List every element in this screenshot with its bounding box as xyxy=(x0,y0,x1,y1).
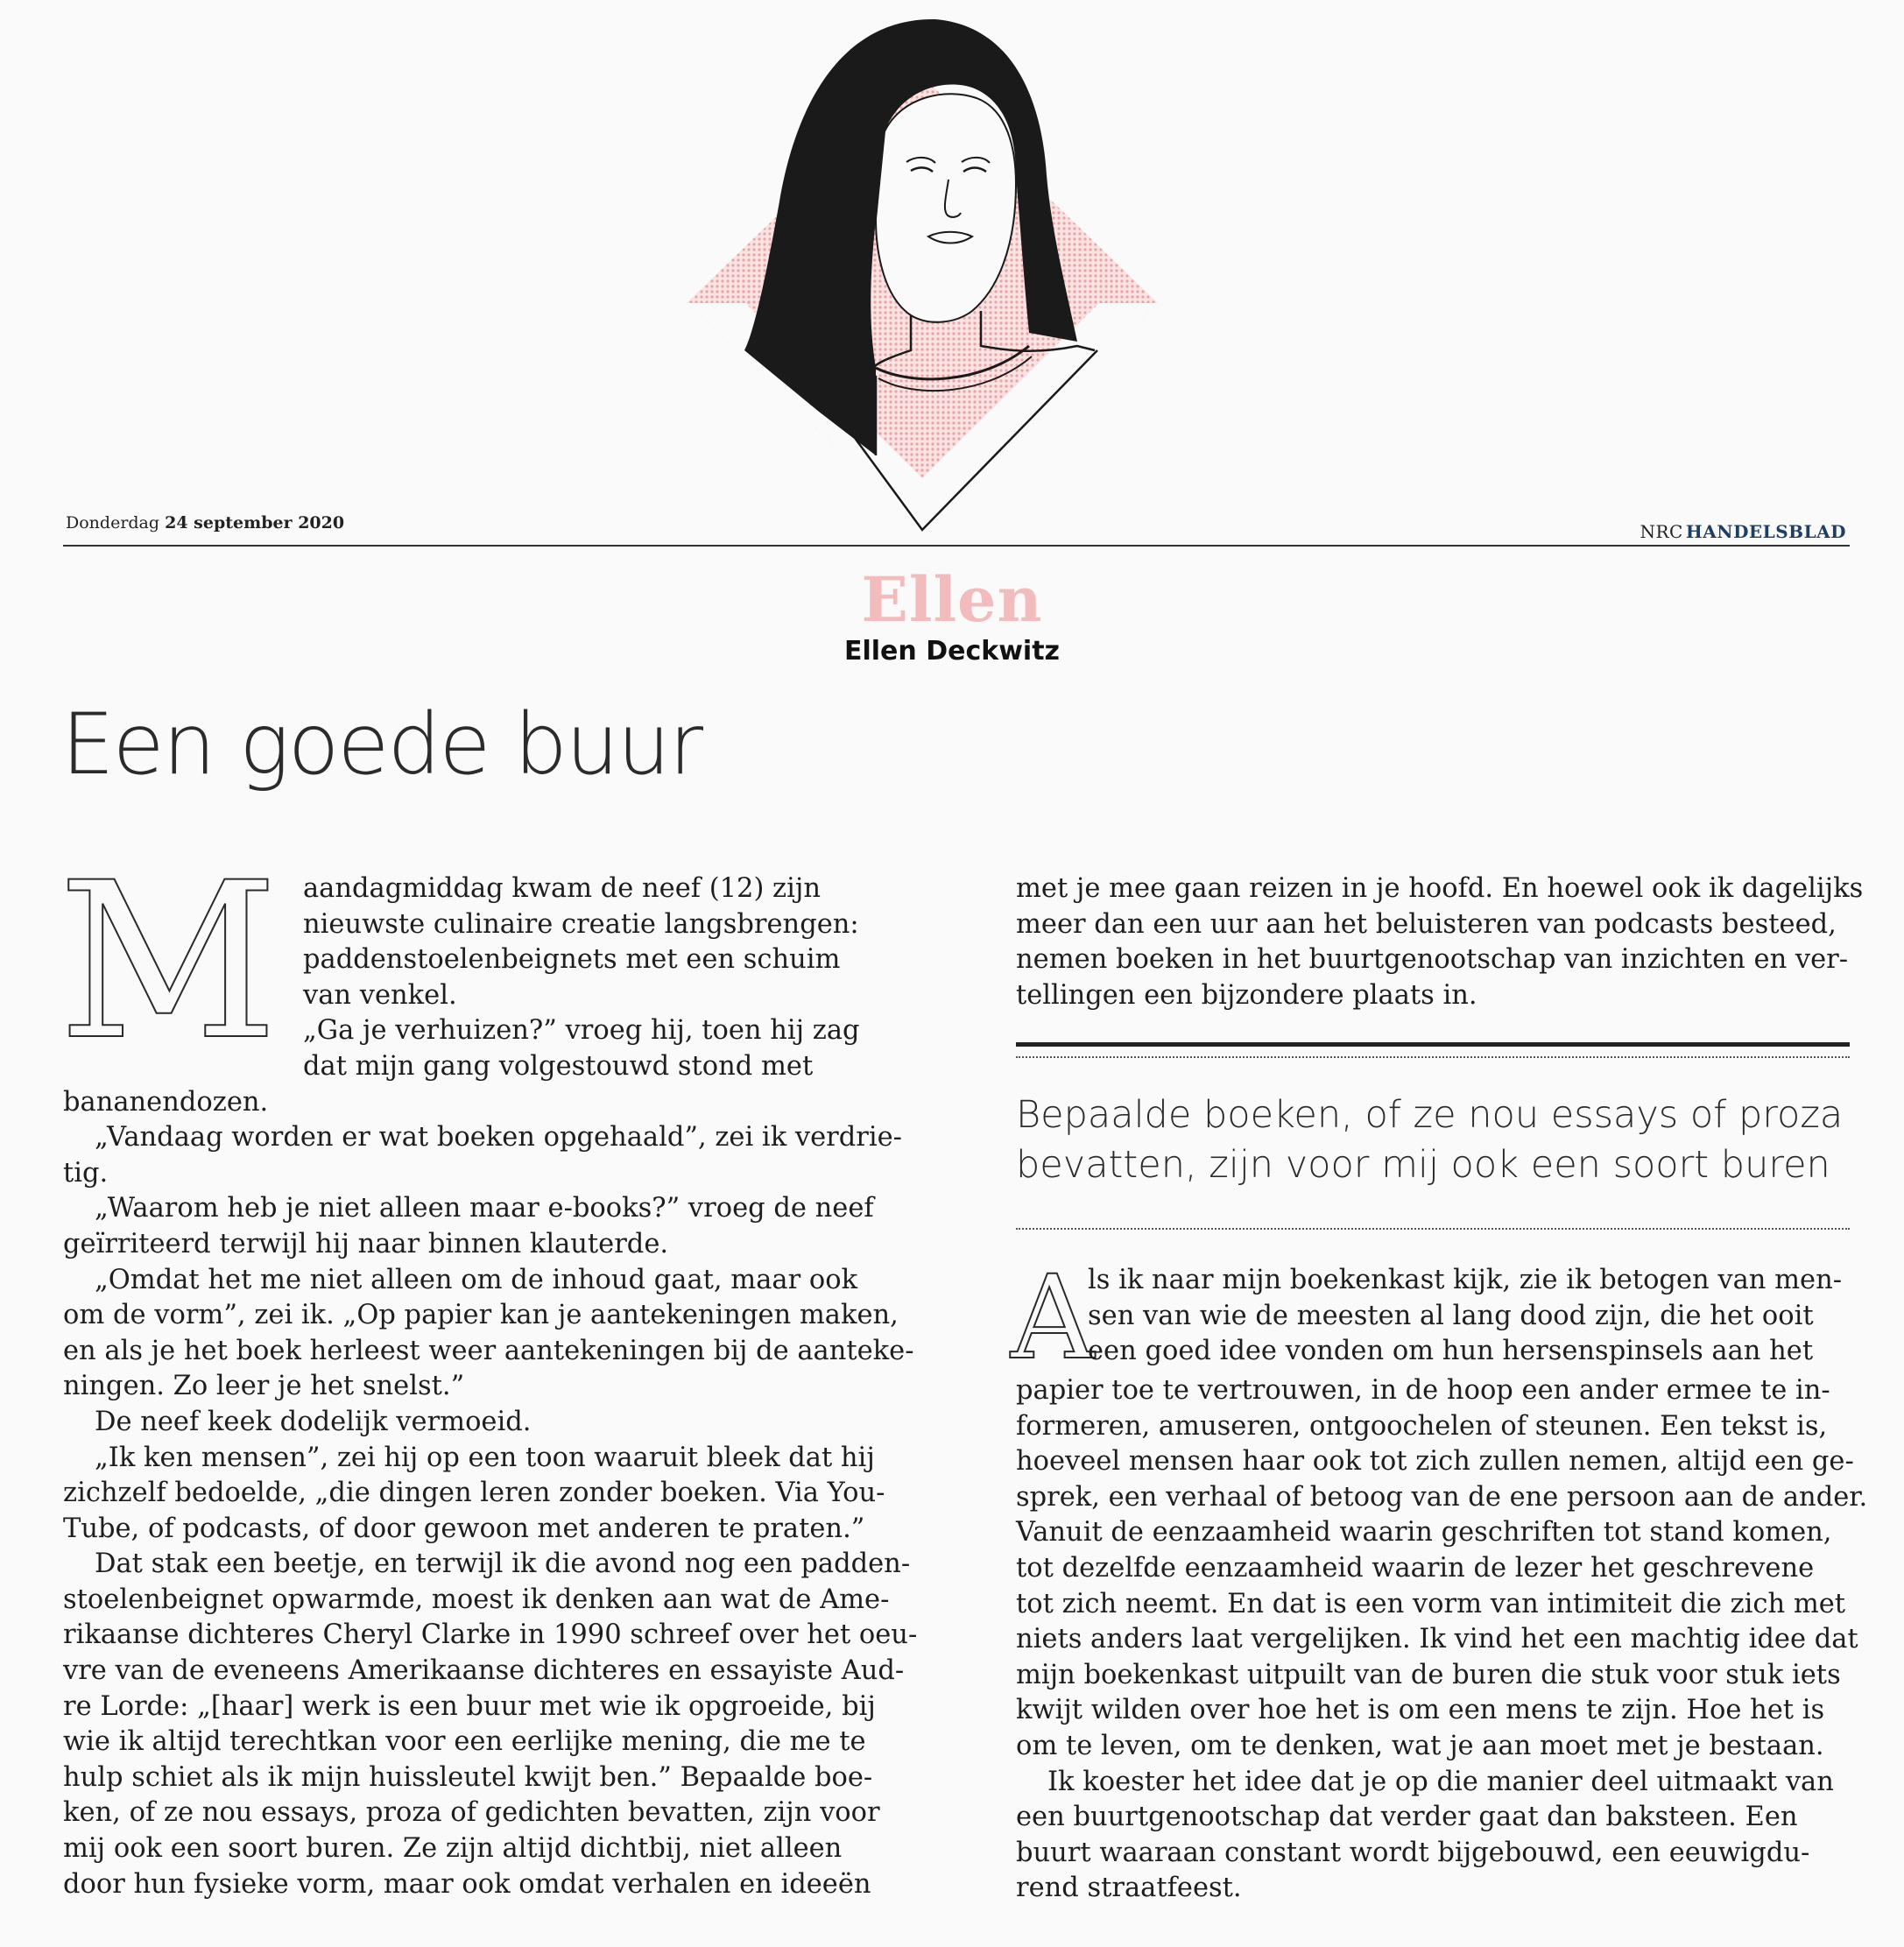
body-line: met je mee gaan reizen in je hoofd. En hoewel ook ik dagelijks xyxy=(1016,873,1864,904)
body-line: door hun fysieke vorm, maar ook omdat verhalen en ideeën xyxy=(63,1868,871,1900)
body-line: ls ik naar mijn boekenkast kijk, zie ik betogen van men- xyxy=(1088,1265,1843,1295)
masthead-nrc: NRC xyxy=(1640,521,1683,542)
body-line: sprek, een verhaal of betoog van de ene persoon aan de ander. xyxy=(1016,1481,1868,1513)
body-line: Vanuit de eenzaamheid waarin geschriften tot stand komen, xyxy=(1016,1517,1832,1548)
body-line: paddenstoelenbeignets met een schuim xyxy=(303,944,841,976)
body-line: wie ik altijd terechtkan voor een eerlijke mening, die me te xyxy=(63,1726,866,1758)
body-line: mijn boekenkast uitpuilt van de buren die stuk voor stuk iets xyxy=(1016,1659,1841,1690)
pullquote-line: Bepaalde boeken, of ze nou essays of proza xyxy=(1016,1093,1844,1137)
body-line: een buurtgenootschap dat verder gaat dan baksteen. Een xyxy=(1016,1802,1798,1833)
body-line: van venkel. xyxy=(303,979,457,1011)
body-line: om de vorm”, zei ik. „Op papier kan je aantekeningen maken, xyxy=(63,1300,899,1331)
body-line: mij ook een soort buren. Ze zijn altijd dichtbij, niet alleen xyxy=(63,1833,843,1865)
pullquote xyxy=(1016,1090,1850,1190)
author-portrait-illustration xyxy=(0,0,1904,543)
body-line: papier toe te vertrouwen, in de hoop een ander ermee te in- xyxy=(1016,1375,1830,1406)
body-line: stoelenbeignet opwarmde, moest ik denken aan wat de Ame- xyxy=(63,1584,890,1615)
body-line: „Vandaag worden er wat boeken opgehaald”, zei ik verdrie- xyxy=(95,1122,902,1153)
pullquote-line: bevatten, zijn voor mij ook een soort buren xyxy=(1016,1143,1830,1187)
body-line: sen van wie de meesten al lang dood zijn, die het ooit xyxy=(1088,1300,1814,1331)
body-line: bananendozen. xyxy=(63,1086,269,1118)
body-column-right-bottom xyxy=(1011,1251,1868,1907)
body-column-left xyxy=(58,837,918,1902)
body-line: buurt waaraan constant wordt bijgebouwd, een eeuwigdu- xyxy=(1016,1837,1810,1868)
body-line: hoeveel mensen haar ook tot zich zullen nemen, altijd een ge- xyxy=(1016,1446,1854,1478)
body-line: nemen boeken in het buurtgenootschap van inzichten en ver- xyxy=(1016,944,1849,976)
body-line: kwijt wilden over hoe het is om een mens te zijn. Hoe het is xyxy=(1016,1695,1825,1726)
body-line: zichzelf bedoelde, „die dingen leren zonder boeken. Via You- xyxy=(63,1478,885,1509)
drop-cap: M xyxy=(58,837,279,1088)
body-line: Ik koester het idee dat je op die manier deel uitmaakt van xyxy=(1047,1766,1834,1797)
body-line: een goed idee vonden om hun hersenspinsels aan het xyxy=(1088,1336,1814,1367)
article-headline: Een goede buur xyxy=(61,695,702,794)
body-line: tig. xyxy=(63,1157,109,1189)
body-line: formeren, amuseren, ontgoochelen of steunen. Een tekst is, xyxy=(1016,1410,1828,1442)
body-line: „Omdat het me niet alleen om de inhoud gaat, maar ook xyxy=(95,1264,858,1295)
body-line: ken, of ze nou essays, proza of gedichten bevatten, zijn voor xyxy=(63,1797,880,1829)
body-line: Tube, of podcasts, of door gewoon met anderen te praten.” xyxy=(63,1513,865,1544)
body-line: re Lorde: „[haar] werk is een buur met wie ik opgroeide, bij xyxy=(63,1690,876,1722)
body-line: en als je het boek herleest weer aantekeningen bij de aanteke- xyxy=(63,1335,914,1366)
body-line: vre van de eveneens Amerikaanse dichteres en essayiste Aud- xyxy=(63,1655,905,1687)
dateline xyxy=(66,513,344,533)
masthead xyxy=(1640,521,1847,542)
body-line: dat mijn gang volgestouwd stond met xyxy=(303,1050,814,1082)
body-line: nieuwste culinaire creatie langsbrengen: xyxy=(303,908,859,940)
body-line: rikaanse dichteres Cheryl Clarke in 1990 schreef over het oeu- xyxy=(63,1619,918,1651)
body-line: ningen. Zo leer je het snelst.” xyxy=(63,1371,465,1402)
body-line: meer dan een uur aan het beluisteren van podcasts besteed, xyxy=(1016,908,1837,940)
pullquote-rule-dotted-top xyxy=(1016,1056,1850,1058)
body-line: aandagmiddag kwam de neef (12) zijn xyxy=(303,873,821,904)
body-line: geïrriteerd terwijl hij naar binnen klauterde. xyxy=(63,1228,669,1259)
body-line: niets anders laat vergelijken. Ik vind het een machtig idee dat xyxy=(1016,1624,1858,1655)
author-byline: Ellen Deckwitz xyxy=(844,636,1060,667)
body-line: tellingen een bijzondere plaats in. xyxy=(1016,979,1477,1011)
body-line: rend straatfeest. xyxy=(1016,1873,1242,1904)
body-line: „Waarom heb je niet alleen maar e-books?” vroeg de neef xyxy=(95,1193,874,1224)
body-line: tot zich neemt. En dat is een vorm van intimiteit die zich met xyxy=(1016,1588,1846,1619)
pullquote-rule-dotted-bottom xyxy=(1016,1228,1850,1230)
body-line: De neef keek dodelijk vermoeid. xyxy=(95,1406,532,1437)
body-line: tot dezelfde eenzaamheid waarin de lezer het geschrevene xyxy=(1016,1552,1815,1584)
drop-cap: A xyxy=(1011,1251,1095,1386)
body-line: hulp schiet als ik mijn huissleutel kwijt ben.” Bepaalde boe- xyxy=(63,1761,873,1793)
issue-date: 24 september 2020 xyxy=(165,513,345,533)
body-column-right-top xyxy=(1016,871,1864,1013)
header-rule xyxy=(63,545,1850,547)
column-name: Ellen xyxy=(861,563,1043,636)
pullquote-rule-thick xyxy=(1016,1042,1850,1047)
masthead-name: HANDELSBLAD xyxy=(1685,521,1846,542)
body-line: Dat stak een beetje, en terwijl ik die avond nog een padden- xyxy=(95,1548,911,1580)
weekday: Donderdag xyxy=(66,513,160,533)
body-line: om te leven, om te denken, wat je aan moet met je bestaan. xyxy=(1016,1730,1824,1761)
body-line: „Ga je verhuizen?” vroeg hij, toen hij zag xyxy=(303,1015,860,1047)
body-line: „Ik ken mensen”, zei hij op een toon waaruit bleek dat hij xyxy=(95,1442,875,1473)
